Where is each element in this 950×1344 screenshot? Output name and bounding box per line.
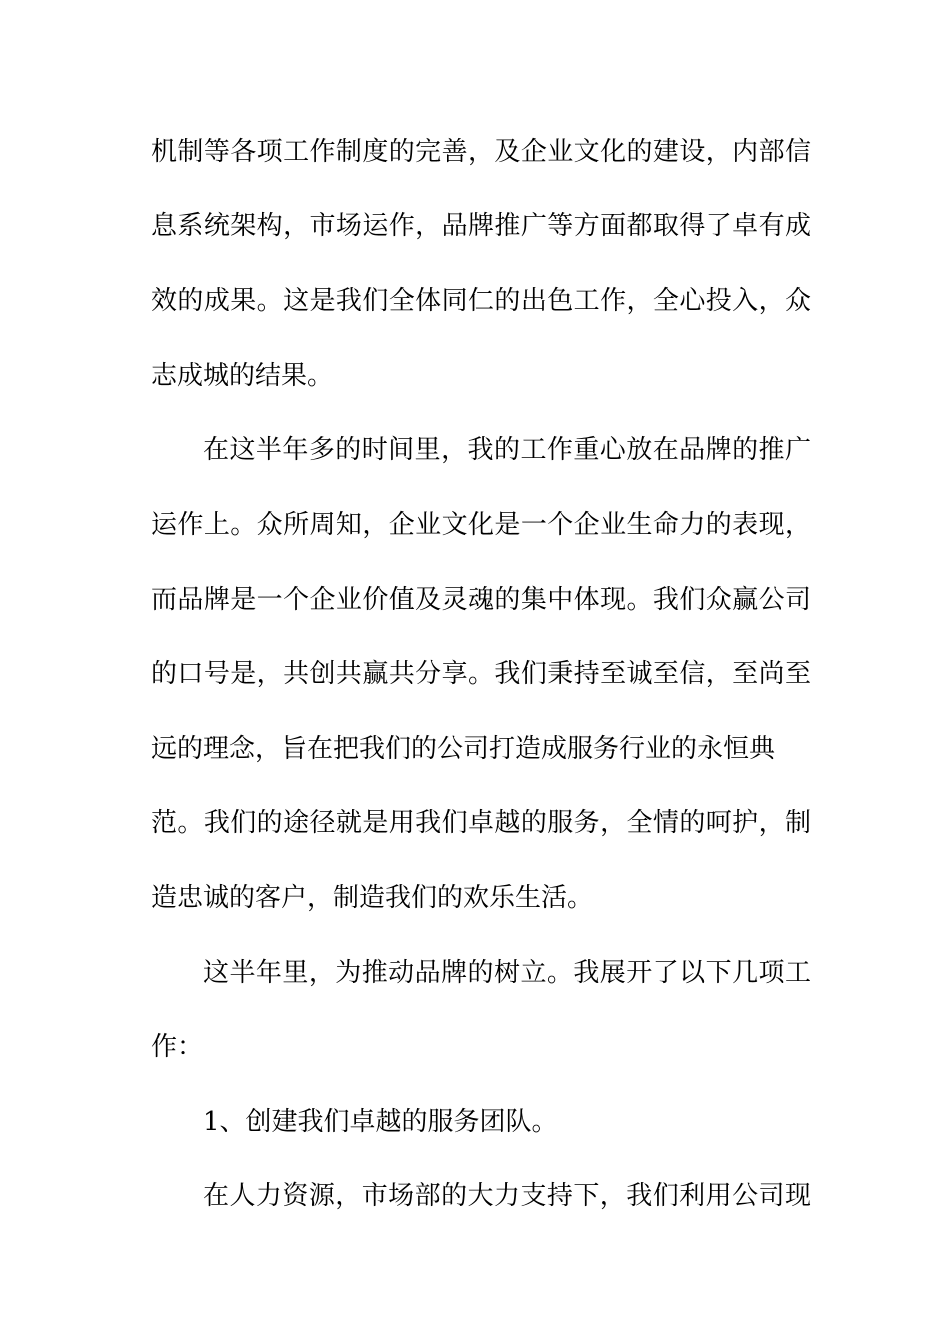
paragraph-line: 造忠诚的客户，制造我们的欢乐生活。 — [151, 883, 594, 913]
paragraph-line: 远的理念，旨在把我们的公司打造成服务行业的永恒典 — [151, 734, 776, 764]
paragraph-line: 作： — [151, 1032, 204, 1062]
paragraph-line: 这半年里，为推动品牌的树立。我展开了以下几项工 — [203, 958, 811, 988]
paragraph-line: 在这半年多的时间里，我的工作重心放在品牌的推广 — [203, 435, 811, 465]
paragraph-line: 在人力资源，市场部的大力支持下，我们利用公司现 — [203, 1181, 811, 1211]
paragraph-line: 而品牌是一个企业价值及灵魂的集中体现。我们众赢公司 — [151, 585, 811, 615]
paragraph-line: 范。我们的途径就是用我们卓越的服务，全情的呵护，制 — [151, 808, 811, 838]
paragraph-line: 的口号是，共创共赢共分享。我们秉持至诚至信，至尚至 — [151, 659, 811, 689]
paragraph-line: 运作上。众所周知，企业文化是一个企业生命力的表现， — [151, 510, 811, 540]
paragraph-line: 息系统架构，市场运作，品牌推广等方面都取得了卓有成 — [151, 211, 811, 241]
paragraph-line: 效的成果。这是我们全体同仁的出色工作，全心投入，众 — [151, 286, 811, 316]
paragraph-line: 志成城的结果。 — [151, 361, 334, 391]
list-item-heading: 1、创建我们卓越的服务团队。 — [203, 1107, 558, 1137]
paragraph-line: 机制等各项工作制度的完善，及企业文化的建设，内部信 — [151, 137, 811, 167]
